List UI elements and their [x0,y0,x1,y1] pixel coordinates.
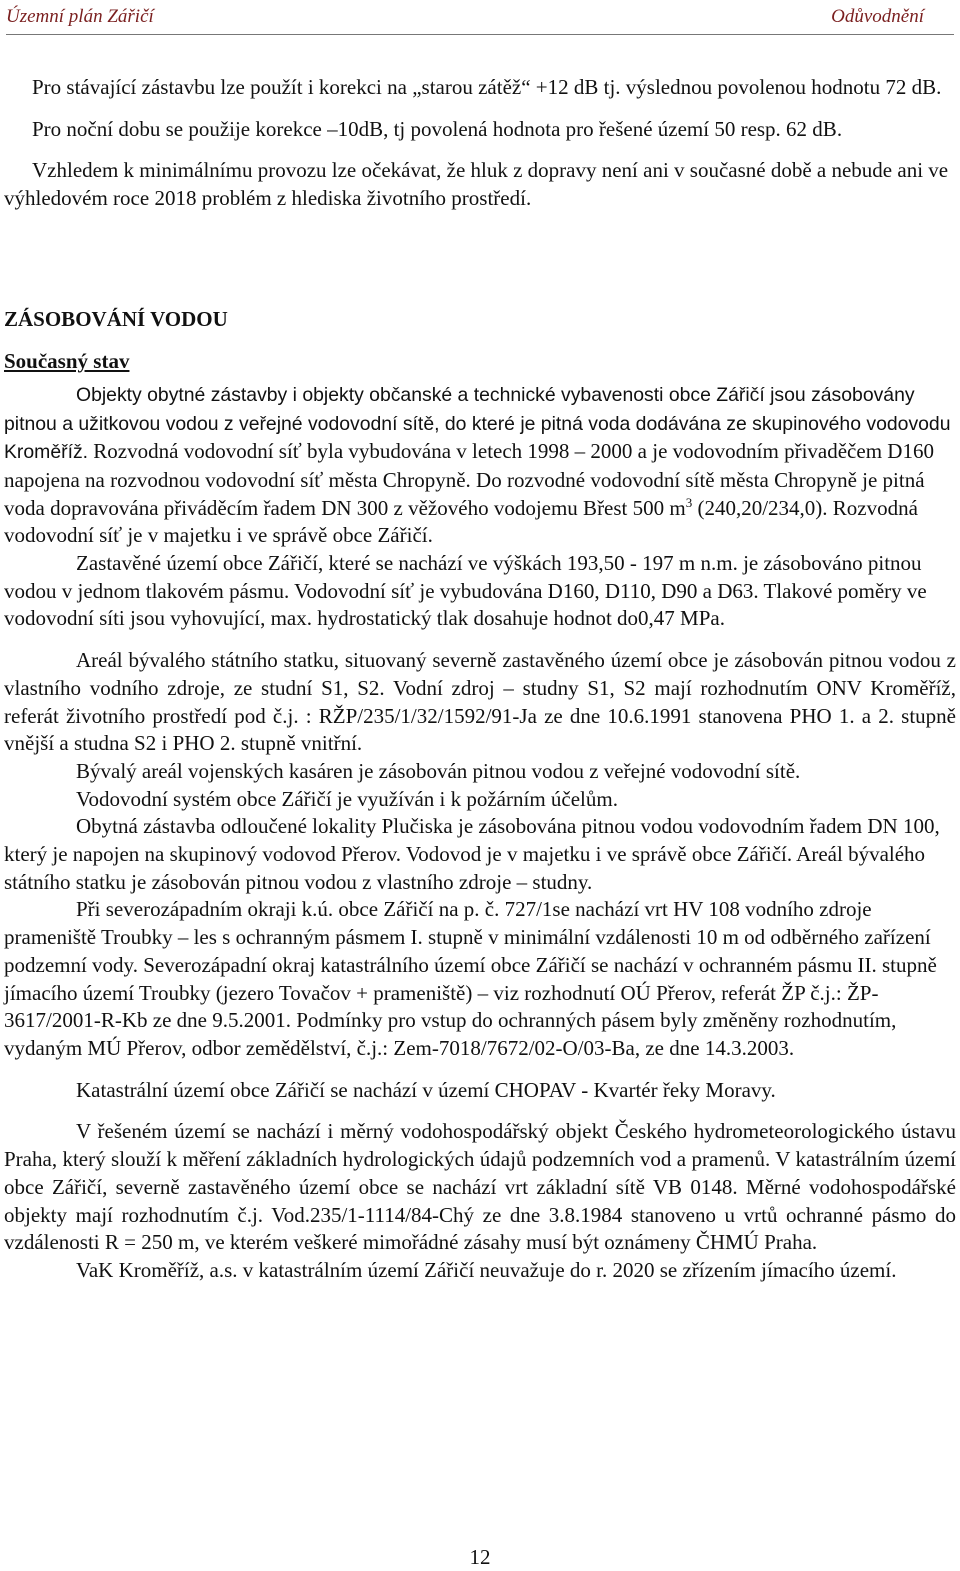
paragraph-fire-use: Vodovodní systém obce Zářičí je využíván i k požárním účelům. [76,786,618,811]
subsection-title: Současný stav [4,348,130,373]
paragraph-pluciska: Obytná zástavba odloučené lokality Plučiska je zásobována pitnou vodou vodovodním řadem DN 100, který je napojen na skupinový vodovod Přerov. Vodovod je v majetku i ve správě obce Zářičí. Areál bývalého státního statku je zásobován pitnou vodou z vlastního zdroje – studny. [4,814,940,894]
paragraph-state-farm: Areál bývalého státního statku, situovaný severně zastavěného území obce je zásobován pitnou vodou z vlastního vodního zdroje, ze studní S1, S2. Vodní zdroj – studny S1, S2 mají rozhodnutím ONV Kroměříž, referát životního prostředí pod č.j. : RŽP/235/1/32/1592/91-Ja ze dne 10.6.1991 stanovena PHO 1. a 2. stupně vnější a studna S2 i PHO 2. stupně vnitřní. [4,648,956,756]
section-title: ZÁSOBOVÁNÍ VODOU [4,306,228,331]
paragraph-water-supply [4,381,956,550]
document-body [4,74,956,1285]
paragraph-protection-zone: Při severozápadním okraji k.ú. obce Zářičí na p. č. 727/1se nachází vrt HV 108 vodního zdroje prameniště Troubky – les s ochranným pásmem I. stupně v minimální vzdálenosti 10 m od odběrného zařízení podzemní vody. Severozápadní okraj katastrálního území obce Zářičí se nachází v ochranném pásmu II. stupně jímacího území Troubky (jezero Tovačov + prameniště) – viz rozhodnutí OÚ Přerov, referát ŽP č.j.: ŽP-3617/2001-R-Kb ze dne 9.5.2001. Podmínky pro vstup do ochranných pásem byly změněny rozhodnutím, vydaným MÚ Přerov, odbor zemědělství, č.j.: Zem-7018/7672/02-O/03-Ba, ze dne 14.3.2003. [4,897,937,1060]
paragraph-noise-conclusion: Vzhledem k minimálnímu provozu lze očekávat, že hluk z dopravy není ani v současné době a nebude ani ve výhledovém roce 2018 problém z hlediska životního prostředí. [4,158,949,211]
paragraph-chopav: Katastrální území obce Zářičí se nachází v území CHOPAV - Kvartér řeky Moravy. [76,1077,776,1102]
cubic-superscript: 3 [685,494,693,510]
page-number: 12 [469,1545,491,1569]
paragraph-pressure-zone: Zastavěné území obce Zářičí, které se nachází ve výškách 193,50 - 197 m n.m. je zásobováno pitnou vodou v jednom tlakovém pásmu. Vodovodní síť je vybudována D160, D110, D90 a D63. Tlakové poměry ve vodovodní síti jsou vyhovující, max. hydrostatický tlak dosahuje hodnot do0,47 MPa. [4,551,927,631]
header-title: Územní plán Zářičí [6,6,154,27]
header-section: Odůvodnění [831,6,924,27]
paragraph-night-correction: Pro noční dobu se použije korekce –10dB, tj povolená hodnota pro řešené území 50 resp. 62 dB. [32,116,843,141]
water-supply-network: Rozvodná vodovodní síť byla vybudována v letech 1998 – 2000 a je vodovodním přivaděčem D160 napojena na rozvodnou vodovodní síť města Chropyně. Do rozvodné vodovodní sítě města Chropyně je pitná voda dopravována přiváděcím řadem DN 300 z věžového vodojemu Břest 500 m [4,439,934,520]
paragraph-vak: VaK Kroměříž, a.s. v katastrálním území Zářičí neuvažuje do r. 2020 se zřízením jímacího území. [76,1257,897,1282]
page-header [6,4,954,35]
water-supply-ownership: (240,20/234,0). Rozvodná vodovodní síť je v majetku i ve správě obce Zářičí. [4,495,918,548]
paragraph-barracks: Bývalý areál vojenských kasáren je zásobován pitnou vodou z veřejné vodovodní sítě. [76,758,801,783]
paragraph-noise-correction: Pro stávající zástavbu lze použít i korekci na „starou zátěž“ +12 dB tj. výslednou povolenou hodnotu 72 dB. [32,75,942,99]
water-supply-intro: Objekty obytné zástavby i objekty občanské a technické vybavenosti obce Zářičí jsou zásobovány pitnou a užitkovou vodou z veřejné vodovodní sítě, do které je pitná voda dodávána ze skupinového vodovodu Kroměříž. [4,383,951,464]
paragraph-chmu: V řešeném území se nachází i měrný vodohospodářský objekt Českého hydrometeorologického ústavu Praha, který slouží k měření základních hydrologických údajů podzemních vod a pramenů. V katastrálním území obce Zářičí, severně zastavěného území obce se nachází vrt základní sítě VB 0148. Měrné vodohospodářské objekty mají rozhodnutím č.j. Vod.235/1-1114/84-Chý ze dne 3.8.1984 stanoveno u vrtů ochranné pásmo do vzdálenosti R = 250 m, ve kterém veškeré mimořádné zásahy musí být oznámeny ČHMÚ Praha. [4,1119,956,1255]
